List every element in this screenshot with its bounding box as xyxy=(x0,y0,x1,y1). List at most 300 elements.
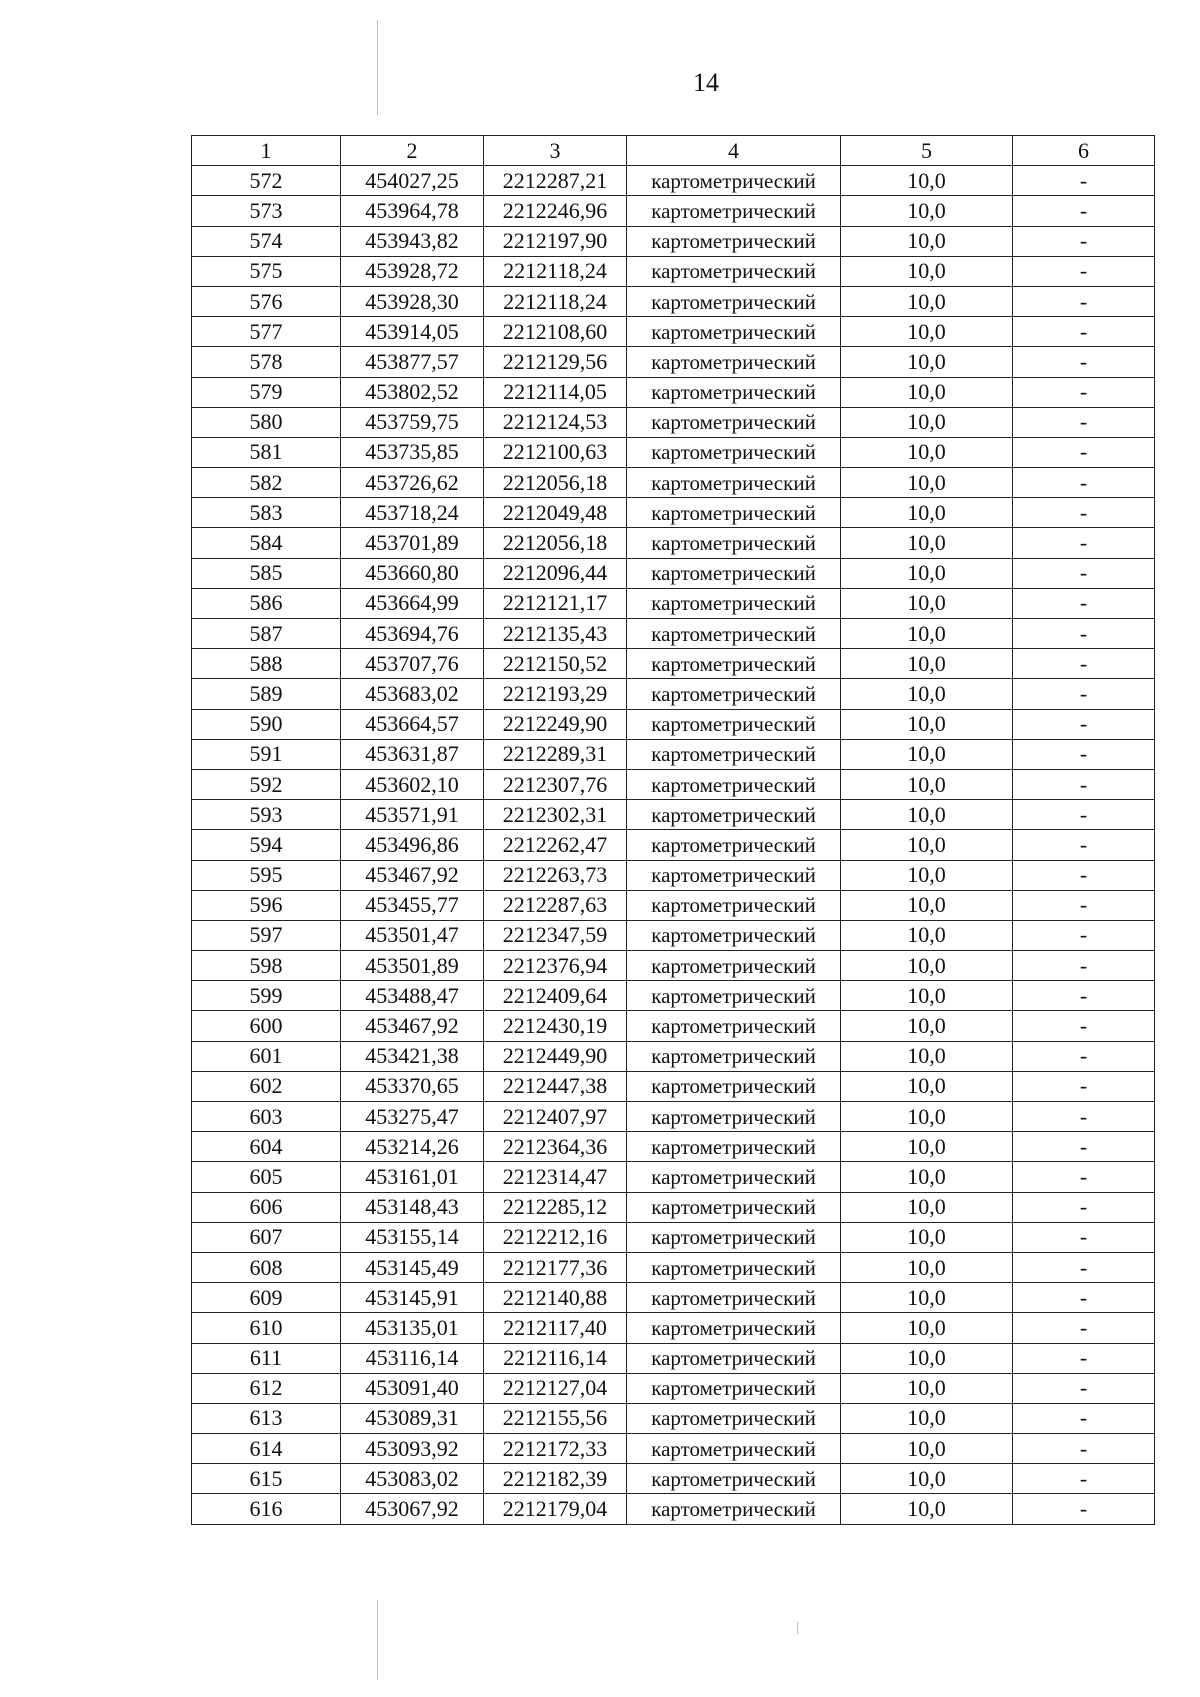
x-coordinate-cell: 453093,92 xyxy=(341,1434,484,1464)
method-cell: картометрический xyxy=(627,1252,841,1282)
table-row xyxy=(192,1464,1155,1494)
method-cell: картометрический xyxy=(627,951,841,981)
point-number-cell: 597 xyxy=(192,920,341,950)
table-row xyxy=(192,347,1155,377)
point-number-cell: 587 xyxy=(192,619,341,649)
method-cell: картометрический xyxy=(627,1343,841,1373)
method-cell: картометрический xyxy=(627,800,841,830)
table-row xyxy=(192,437,1155,467)
method-cell: картометрический xyxy=(627,1283,841,1313)
x-coordinate-cell: 453083,02 xyxy=(341,1464,484,1494)
point-number-cell: 608 xyxy=(192,1252,341,1282)
method-cell: картометрический xyxy=(627,226,841,256)
method-cell: картометрический xyxy=(627,1102,841,1132)
accuracy-cell: 10,0 xyxy=(841,226,1013,256)
accuracy-cell: 10,0 xyxy=(841,739,1013,769)
y-coordinate-cell: 2212096,44 xyxy=(484,558,627,588)
note-cell: - xyxy=(1013,1494,1155,1524)
accuracy-cell: 10,0 xyxy=(841,920,1013,950)
accuracy-cell: 10,0 xyxy=(841,528,1013,558)
accuracy-cell: 10,0 xyxy=(841,256,1013,286)
note-cell: - xyxy=(1013,1343,1155,1373)
point-number-cell: 575 xyxy=(192,256,341,286)
point-number-cell: 586 xyxy=(192,588,341,618)
accuracy-cell: 10,0 xyxy=(841,286,1013,316)
y-coordinate-cell: 2212364,36 xyxy=(484,1132,627,1162)
note-cell: - xyxy=(1013,1283,1155,1313)
point-number-cell: 585 xyxy=(192,558,341,588)
table-header-row xyxy=(192,136,1155,166)
y-coordinate-cell: 2212263,73 xyxy=(484,860,627,890)
accuracy-cell: 10,0 xyxy=(841,1132,1013,1162)
coordinates-table xyxy=(191,135,1155,1525)
point-number-cell: 584 xyxy=(192,528,341,558)
accuracy-cell: 10,0 xyxy=(841,498,1013,528)
x-coordinate-cell: 453501,47 xyxy=(341,920,484,950)
point-number-cell: 591 xyxy=(192,739,341,769)
y-coordinate-cell: 2212246,96 xyxy=(484,196,627,226)
y-coordinate-cell: 2212197,90 xyxy=(484,226,627,256)
y-coordinate-cell: 2212407,97 xyxy=(484,1102,627,1132)
y-coordinate-cell: 2212287,63 xyxy=(484,890,627,920)
method-cell: картометрический xyxy=(627,1403,841,1433)
method-cell: картометрический xyxy=(627,709,841,739)
method-cell: картометрический xyxy=(627,619,841,649)
method-cell: картометрический xyxy=(627,558,841,588)
method-cell: картометрический xyxy=(627,739,841,769)
point-number-cell: 590 xyxy=(192,709,341,739)
accuracy-cell: 10,0 xyxy=(841,890,1013,920)
y-coordinate-cell: 2212056,18 xyxy=(484,528,627,558)
method-cell: картометрический xyxy=(627,1162,841,1192)
y-coordinate-cell: 2212447,38 xyxy=(484,1071,627,1101)
accuracy-cell: 10,0 xyxy=(841,679,1013,709)
y-coordinate-cell: 2212140,88 xyxy=(484,1283,627,1313)
x-coordinate-cell: 453631,87 xyxy=(341,739,484,769)
table-row xyxy=(192,1313,1155,1343)
note-cell: - xyxy=(1013,1313,1155,1343)
table-row xyxy=(192,1494,1155,1524)
point-number-cell: 600 xyxy=(192,1011,341,1041)
table-row xyxy=(192,588,1155,618)
table-row xyxy=(192,1434,1155,1464)
point-number-cell: 605 xyxy=(192,1162,341,1192)
y-coordinate-cell: 2212108,60 xyxy=(484,317,627,347)
accuracy-cell: 10,0 xyxy=(841,347,1013,377)
table-row xyxy=(192,890,1155,920)
method-cell: картометрический xyxy=(627,468,841,498)
x-coordinate-cell: 453964,78 xyxy=(341,196,484,226)
x-coordinate-cell: 453726,62 xyxy=(341,468,484,498)
table-row xyxy=(192,196,1155,226)
table-row xyxy=(192,317,1155,347)
y-coordinate-cell: 2212212,16 xyxy=(484,1222,627,1252)
note-cell: - xyxy=(1013,1222,1155,1252)
table-row xyxy=(192,558,1155,588)
method-cell: картометрический xyxy=(627,437,841,467)
table-body xyxy=(192,166,1155,1524)
x-coordinate-cell: 453488,47 xyxy=(341,981,484,1011)
point-number-cell: 594 xyxy=(192,830,341,860)
x-coordinate-cell: 453683,02 xyxy=(341,679,484,709)
x-coordinate-cell: 453664,99 xyxy=(341,588,484,618)
point-number-cell: 592 xyxy=(192,769,341,799)
y-coordinate-cell: 2212117,40 xyxy=(484,1313,627,1343)
table-row xyxy=(192,800,1155,830)
accuracy-cell: 10,0 xyxy=(841,1373,1013,1403)
method-cell: картометрический xyxy=(627,347,841,377)
x-coordinate-cell: 453370,65 xyxy=(341,1071,484,1101)
point-number-cell: 580 xyxy=(192,407,341,437)
y-coordinate-cell: 2212129,56 xyxy=(484,347,627,377)
table-row xyxy=(192,1343,1155,1373)
y-coordinate-cell: 2212179,04 xyxy=(484,1494,627,1524)
point-number-cell: 609 xyxy=(192,1283,341,1313)
x-coordinate-cell: 453877,57 xyxy=(341,347,484,377)
point-number-cell: 603 xyxy=(192,1102,341,1132)
point-number-cell: 579 xyxy=(192,377,341,407)
note-cell: - xyxy=(1013,1403,1155,1433)
table-row xyxy=(192,1071,1155,1101)
x-coordinate-cell: 453161,01 xyxy=(341,1162,484,1192)
accuracy-cell: 10,0 xyxy=(841,1222,1013,1252)
method-cell: картометрический xyxy=(627,377,841,407)
point-number-cell: 576 xyxy=(192,286,341,316)
accuracy-cell: 10,0 xyxy=(841,1252,1013,1282)
table-row xyxy=(192,1041,1155,1071)
table-row xyxy=(192,1162,1155,1192)
x-coordinate-cell: 453089,31 xyxy=(341,1403,484,1433)
method-cell: картометрический xyxy=(627,256,841,286)
x-coordinate-cell: 453145,49 xyxy=(341,1252,484,1282)
method-cell: картометрический xyxy=(627,407,841,437)
accuracy-cell: 10,0 xyxy=(841,830,1013,860)
table-row xyxy=(192,166,1155,196)
table-row xyxy=(192,226,1155,256)
point-number-cell: 610 xyxy=(192,1313,341,1343)
accuracy-cell: 10,0 xyxy=(841,619,1013,649)
page-number: 14 xyxy=(693,68,719,97)
method-cell: картометрический xyxy=(627,830,841,860)
accuracy-cell: 10,0 xyxy=(841,1041,1013,1071)
method-cell: картометрический xyxy=(627,769,841,799)
point-number-cell: 606 xyxy=(192,1192,341,1222)
note-cell: - xyxy=(1013,981,1155,1011)
method-cell: картометрический xyxy=(627,890,841,920)
table-row xyxy=(192,1011,1155,1041)
accuracy-cell: 10,0 xyxy=(841,377,1013,407)
column-header: 2 xyxy=(341,136,484,166)
point-number-cell: 596 xyxy=(192,890,341,920)
accuracy-cell: 10,0 xyxy=(841,1434,1013,1464)
x-coordinate-cell: 453802,52 xyxy=(341,377,484,407)
x-coordinate-cell: 453943,82 xyxy=(341,226,484,256)
table-row xyxy=(192,1373,1155,1403)
accuracy-cell: 10,0 xyxy=(841,860,1013,890)
point-number-cell: 588 xyxy=(192,649,341,679)
column-header: 3 xyxy=(484,136,627,166)
note-cell: - xyxy=(1013,739,1155,769)
x-coordinate-cell: 453067,92 xyxy=(341,1494,484,1524)
y-coordinate-cell: 2212177,36 xyxy=(484,1252,627,1282)
note-cell: - xyxy=(1013,890,1155,920)
note-cell: - xyxy=(1013,649,1155,679)
y-coordinate-cell: 2212314,47 xyxy=(484,1162,627,1192)
method-cell: картометрический xyxy=(627,166,841,196)
x-coordinate-cell: 453707,76 xyxy=(341,649,484,679)
note-cell: - xyxy=(1013,1252,1155,1282)
method-cell: картометрический xyxy=(627,498,841,528)
point-number-cell: 613 xyxy=(192,1403,341,1433)
y-coordinate-cell: 2212307,76 xyxy=(484,769,627,799)
method-cell: картометрический xyxy=(627,1041,841,1071)
point-number-cell: 598 xyxy=(192,951,341,981)
accuracy-cell: 10,0 xyxy=(841,1403,1013,1433)
point-number-cell: 614 xyxy=(192,1434,341,1464)
accuracy-cell: 10,0 xyxy=(841,588,1013,618)
accuracy-cell: 10,0 xyxy=(841,166,1013,196)
table-row xyxy=(192,498,1155,528)
table-row xyxy=(192,256,1155,286)
x-coordinate-cell: 453148,43 xyxy=(341,1192,484,1222)
note-cell: - xyxy=(1013,830,1155,860)
point-number-cell: 578 xyxy=(192,347,341,377)
note-cell: - xyxy=(1013,196,1155,226)
y-coordinate-cell: 2212193,29 xyxy=(484,679,627,709)
table-row xyxy=(192,1102,1155,1132)
accuracy-cell: 10,0 xyxy=(841,709,1013,739)
method-cell: картометрический xyxy=(627,1434,841,1464)
note-cell: - xyxy=(1013,437,1155,467)
note-cell: - xyxy=(1013,407,1155,437)
point-number-cell: 572 xyxy=(192,166,341,196)
x-coordinate-cell: 453718,24 xyxy=(341,498,484,528)
note-cell: - xyxy=(1013,679,1155,709)
y-coordinate-cell: 2212409,64 xyxy=(484,981,627,1011)
y-coordinate-cell: 2212449,90 xyxy=(484,1041,627,1071)
table-row xyxy=(192,1283,1155,1313)
accuracy-cell: 10,0 xyxy=(841,1283,1013,1313)
point-number-cell: 573 xyxy=(192,196,341,226)
note-cell: - xyxy=(1013,1102,1155,1132)
accuracy-cell: 10,0 xyxy=(841,1343,1013,1373)
y-coordinate-cell: 2212124,53 xyxy=(484,407,627,437)
y-coordinate-cell: 2212155,56 xyxy=(484,1403,627,1433)
y-coordinate-cell: 2212127,04 xyxy=(484,1373,627,1403)
method-cell: картометрический xyxy=(627,1313,841,1343)
point-number-cell: 615 xyxy=(192,1464,341,1494)
note-cell: - xyxy=(1013,498,1155,528)
point-number-cell: 599 xyxy=(192,981,341,1011)
point-number-cell: 604 xyxy=(192,1132,341,1162)
accuracy-cell: 10,0 xyxy=(841,1313,1013,1343)
point-number-cell: 612 xyxy=(192,1373,341,1403)
note-cell: - xyxy=(1013,558,1155,588)
point-number-cell: 589 xyxy=(192,679,341,709)
x-coordinate-cell: 453455,77 xyxy=(341,890,484,920)
method-cell: картометрический xyxy=(627,981,841,1011)
point-number-cell: 607 xyxy=(192,1222,341,1252)
scan-artifact xyxy=(797,1622,798,1634)
accuracy-cell: 10,0 xyxy=(841,981,1013,1011)
x-coordinate-cell: 453914,05 xyxy=(341,317,484,347)
method-cell: картометрический xyxy=(627,317,841,347)
x-coordinate-cell: 453501,89 xyxy=(341,951,484,981)
method-cell: картометрический xyxy=(627,1373,841,1403)
accuracy-cell: 10,0 xyxy=(841,407,1013,437)
note-cell: - xyxy=(1013,860,1155,890)
scan-artifact xyxy=(377,20,378,115)
method-cell: картометрический xyxy=(627,588,841,618)
table-row xyxy=(192,951,1155,981)
x-coordinate-cell: 453467,92 xyxy=(341,1011,484,1041)
y-coordinate-cell: 2212347,59 xyxy=(484,920,627,950)
x-coordinate-cell: 453928,30 xyxy=(341,286,484,316)
note-cell: - xyxy=(1013,920,1155,950)
table-row xyxy=(192,528,1155,558)
note-cell: - xyxy=(1013,1011,1155,1041)
x-coordinate-cell: 453116,14 xyxy=(341,1343,484,1373)
accuracy-cell: 10,0 xyxy=(841,1071,1013,1101)
accuracy-cell: 10,0 xyxy=(841,1464,1013,1494)
y-coordinate-cell: 2212285,12 xyxy=(484,1192,627,1222)
x-coordinate-cell: 453759,75 xyxy=(341,407,484,437)
accuracy-cell: 10,0 xyxy=(841,800,1013,830)
note-cell: - xyxy=(1013,1434,1155,1464)
y-coordinate-cell: 2212289,31 xyxy=(484,739,627,769)
table-row xyxy=(192,769,1155,799)
column-header: 5 xyxy=(841,136,1013,166)
y-coordinate-cell: 2212376,94 xyxy=(484,951,627,981)
note-cell: - xyxy=(1013,769,1155,799)
accuracy-cell: 10,0 xyxy=(841,951,1013,981)
note-cell: - xyxy=(1013,1192,1155,1222)
y-coordinate-cell: 2212135,43 xyxy=(484,619,627,649)
note-cell: - xyxy=(1013,1373,1155,1403)
column-header: 1 xyxy=(192,136,341,166)
table-row xyxy=(192,649,1155,679)
note-cell: - xyxy=(1013,1162,1155,1192)
table-row xyxy=(192,920,1155,950)
note-cell: - xyxy=(1013,226,1155,256)
note-cell: - xyxy=(1013,347,1155,377)
table-row xyxy=(192,286,1155,316)
x-coordinate-cell: 453145,91 xyxy=(341,1283,484,1313)
table-row xyxy=(192,1403,1155,1433)
accuracy-cell: 10,0 xyxy=(841,1011,1013,1041)
y-coordinate-cell: 2212100,63 xyxy=(484,437,627,467)
note-cell: - xyxy=(1013,1041,1155,1071)
accuracy-cell: 10,0 xyxy=(841,468,1013,498)
method-cell: картометрический xyxy=(627,649,841,679)
y-coordinate-cell: 2212182,39 xyxy=(484,1464,627,1494)
note-cell: - xyxy=(1013,377,1155,407)
table-row xyxy=(192,1132,1155,1162)
table-row xyxy=(192,468,1155,498)
y-coordinate-cell: 2212262,47 xyxy=(484,830,627,860)
point-number-cell: 583 xyxy=(192,498,341,528)
note-cell: - xyxy=(1013,588,1155,618)
column-header: 4 xyxy=(627,136,841,166)
note-cell: - xyxy=(1013,256,1155,286)
note-cell: - xyxy=(1013,317,1155,347)
table-row xyxy=(192,981,1155,1011)
point-number-cell: 611 xyxy=(192,1343,341,1373)
accuracy-cell: 10,0 xyxy=(841,1102,1013,1132)
point-number-cell: 581 xyxy=(192,437,341,467)
note-cell: - xyxy=(1013,166,1155,196)
y-coordinate-cell: 2212172,33 xyxy=(484,1434,627,1464)
note-cell: - xyxy=(1013,528,1155,558)
x-coordinate-cell: 453214,26 xyxy=(341,1132,484,1162)
method-cell: картометрический xyxy=(627,1494,841,1524)
point-number-cell: 593 xyxy=(192,800,341,830)
accuracy-cell: 10,0 xyxy=(841,649,1013,679)
accuracy-cell: 10,0 xyxy=(841,1162,1013,1192)
table-row xyxy=(192,679,1155,709)
x-coordinate-cell: 453135,01 xyxy=(341,1313,484,1343)
accuracy-cell: 10,0 xyxy=(841,317,1013,347)
note-cell: - xyxy=(1013,1071,1155,1101)
x-coordinate-cell: 454027,25 xyxy=(341,166,484,196)
y-coordinate-cell: 2212118,24 xyxy=(484,286,627,316)
method-cell: картометрический xyxy=(627,1192,841,1222)
x-coordinate-cell: 453701,89 xyxy=(341,528,484,558)
x-coordinate-cell: 453694,76 xyxy=(341,619,484,649)
method-cell: картометрический xyxy=(627,1464,841,1494)
note-cell: - xyxy=(1013,619,1155,649)
point-number-cell: 595 xyxy=(192,860,341,890)
x-coordinate-cell: 453735,85 xyxy=(341,437,484,467)
x-coordinate-cell: 453571,91 xyxy=(341,800,484,830)
table-row xyxy=(192,709,1155,739)
note-cell: - xyxy=(1013,1464,1155,1494)
accuracy-cell: 10,0 xyxy=(841,437,1013,467)
y-coordinate-cell: 2212287,21 xyxy=(484,166,627,196)
note-cell: - xyxy=(1013,951,1155,981)
point-number-cell: 602 xyxy=(192,1071,341,1101)
accuracy-cell: 10,0 xyxy=(841,769,1013,799)
x-coordinate-cell: 453421,38 xyxy=(341,1041,484,1071)
point-number-cell: 577 xyxy=(192,317,341,347)
table-row xyxy=(192,860,1155,890)
y-coordinate-cell: 2212150,52 xyxy=(484,649,627,679)
x-coordinate-cell: 453275,47 xyxy=(341,1102,484,1132)
method-cell: картометрический xyxy=(627,860,841,890)
table-row xyxy=(192,1192,1155,1222)
point-number-cell: 574 xyxy=(192,226,341,256)
x-coordinate-cell: 453928,72 xyxy=(341,256,484,286)
x-coordinate-cell: 453602,10 xyxy=(341,769,484,799)
method-cell: картометрический xyxy=(627,1222,841,1252)
x-coordinate-cell: 453496,86 xyxy=(341,830,484,860)
note-cell: - xyxy=(1013,468,1155,498)
y-coordinate-cell: 2212249,90 xyxy=(484,709,627,739)
table-row xyxy=(192,407,1155,437)
note-cell: - xyxy=(1013,1132,1155,1162)
point-number-cell: 601 xyxy=(192,1041,341,1071)
y-coordinate-cell: 2212121,17 xyxy=(484,588,627,618)
y-coordinate-cell: 2212049,48 xyxy=(484,498,627,528)
note-cell: - xyxy=(1013,800,1155,830)
table-row xyxy=(192,830,1155,860)
table-row xyxy=(192,377,1155,407)
x-coordinate-cell: 453155,14 xyxy=(341,1222,484,1252)
point-number-cell: 582 xyxy=(192,468,341,498)
method-cell: картометрический xyxy=(627,528,841,558)
note-cell: - xyxy=(1013,286,1155,316)
method-cell: картометрический xyxy=(627,286,841,316)
